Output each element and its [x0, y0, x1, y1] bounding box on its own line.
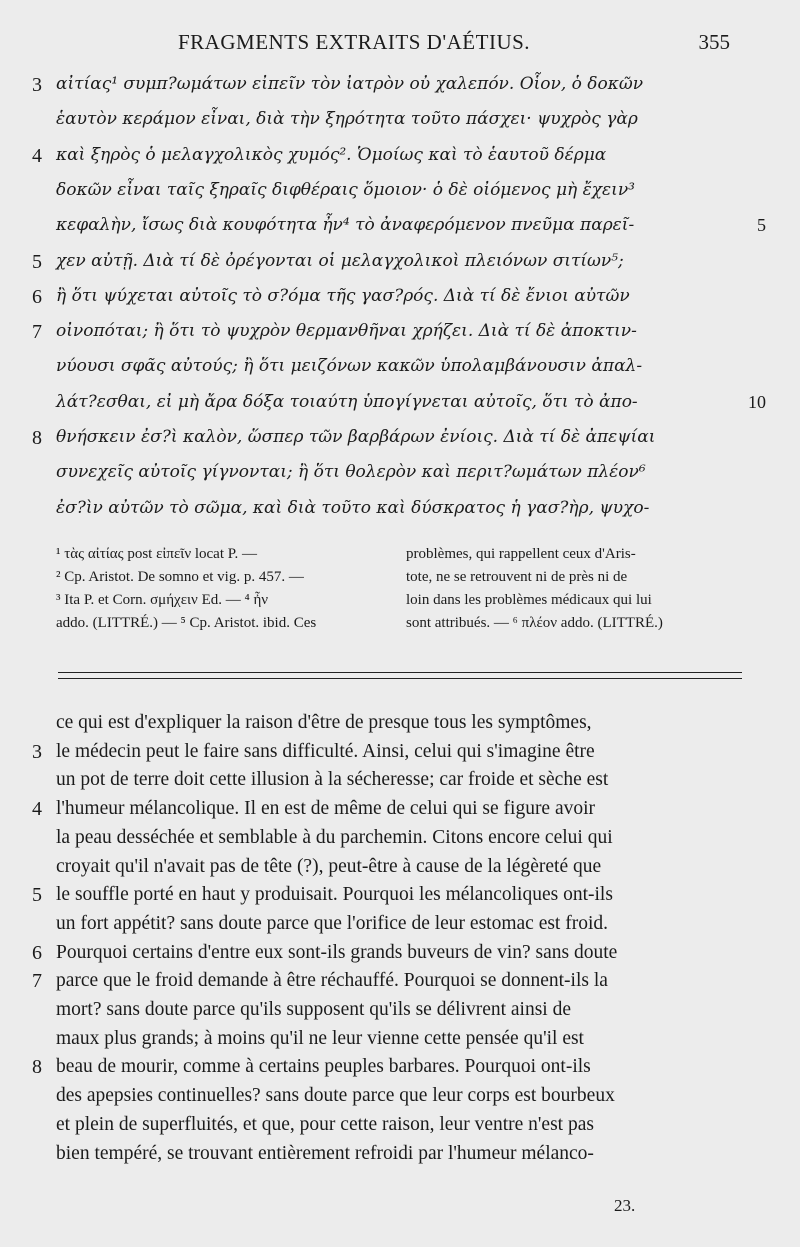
french-line	[0, 798, 800, 828]
french-line	[0, 999, 800, 1029]
line-text: ἐσ?ὶν αὐτῶν τὸ σῶμα, καὶ διὰ τοῦτο καὶ δύσκρατος ἡ γασ?ὴρ, ψυχο-	[56, 497, 650, 518]
greek-line	[0, 427, 800, 457]
line-marker-number: 7	[32, 321, 42, 344]
line-marker-number: 8	[32, 427, 42, 449]
line-text: croyait qu'il n'avait pas de tête (?), peut-être à cause de la légèreté que	[56, 855, 602, 877]
section-divider-bottom	[58, 678, 742, 679]
line-marker-number: 5	[32, 250, 42, 273]
line-text: ἢ ὅτι ψύχεται αὐτοῖς τὸ σ?όμα τῆς γασ?ρός. Διὰ τί δὲ ἔνιοι αὐτῶν	[56, 285, 630, 306]
footnote-line: sont attribués. — ⁶ πλέον addo. (LITTRÉ.)	[406, 615, 663, 631]
french-line	[0, 942, 800, 972]
french-line	[0, 769, 800, 799]
french-line	[0, 1085, 800, 1115]
line-text: συνεχεῖς αὐτοῖς γίγνονται; ἢ ὅτι θολερὸν καὶ περιτ?ωμάτων πλέον⁶	[56, 462, 646, 483]
line-text: καὶ ξηρὸς ὁ μελαγχολικὸς χυμός². Ὁμοίως καὶ τὸ ἑαυτοῦ δέρμα	[56, 144, 607, 165]
french-line	[0, 827, 800, 857]
running-title: FRAGMENTS EXTRAITS D'AÉTIUS.	[178, 30, 531, 54]
line-text: αἰτίας¹ συμπ?ωμάτων εἰπεῖν τὸν ἰατρὸν οὐ χαλεπόν. Οἷον, ὁ δοκῶν	[56, 74, 644, 94]
line-text: οἰνοπόται; ἢ ὅτι τὸ ψυχρὸν θερμανθῆναι χρήζει. Διὰ τί δὲ ἀποκτιν-	[56, 321, 637, 342]
line-text: un pot de terre doit cette illusion à la sécheresse; car froide et sèche est	[56, 769, 609, 791]
greek-line	[0, 145, 800, 175]
line-marker-number: 6	[32, 941, 42, 964]
line-text: λάτ?εσθαι, εἰ μὴ ἄρα δόξα τοιαύτη ὑπογίγνεται αὐτοῖς, ὅτι τὸ ἀπο-	[56, 391, 638, 412]
footnote-line: tote, ne se retrouvent ni de près ni de	[406, 569, 628, 585]
french-line	[0, 884, 800, 914]
line-text: l'humeur mélancolique. Il en est de même de celui qui se figure avoir	[56, 798, 596, 820]
french-line	[0, 970, 800, 1000]
line-marker-number: 8	[32, 1056, 42, 1079]
line-marker-number: 7	[32, 970, 42, 993]
footnotes-left-column	[56, 543, 396, 635]
footnote-line: ³ Ita P. et Corn. σμήχειν Ed. — ⁴ ἦν	[56, 592, 269, 608]
page-number: 355	[698, 30, 730, 54]
section-divider-top	[58, 672, 742, 673]
line-text: mort? sans doute parce qu'ils supposent qu'ils se délivrent ainsi de	[56, 999, 572, 1020]
french-line	[0, 913, 800, 943]
greek-line	[0, 392, 800, 422]
greek-line	[0, 356, 800, 386]
line-text: ce qui est d'expliquer la raison d'être de presque tous les symptômes,	[56, 712, 592, 733]
line-text: νύουσι σφᾶς αὐτούς; ἢ ὅτι μειζόνων κακῶν ὑπολαμβάνουσιν ἀπαλ-	[56, 356, 643, 377]
margin-line-count: 10	[748, 391, 766, 412]
line-text: des apepsies continuelles? sans doute parce que leur corps est bourbeux	[56, 1085, 615, 1107]
french-line	[0, 1056, 800, 1086]
greek-line	[0, 215, 800, 245]
french-line	[0, 741, 800, 771]
footnote-line: ¹ τὰς αἰτίας post εἰπεῖν locat P. —	[56, 546, 257, 562]
line-text: κεφαλὴν, ἴσως διὰ κουφότητα ἦν⁴ τὸ ἀναφερόμενον πνεῦμα παρεῖ-	[56, 215, 635, 236]
french-line	[0, 712, 800, 742]
greek-line	[0, 321, 800, 351]
line-text: maux plus grands; à moins qu'il ne leur vienne cette pensée qu'il est	[56, 1027, 584, 1049]
line-marker-number: 4	[32, 798, 42, 821]
french-line	[0, 856, 800, 886]
line-text: θνήσκειν ἐσ?ὶ καλὸν, ὥσπερ τῶν βαρβάρων ἐνίοις. Διὰ τί δὲ ἀπεψίαι	[56, 427, 656, 447]
greek-line	[0, 462, 800, 492]
line-marker-number: 4	[32, 144, 42, 167]
line-text: le médecin peut le faire sans difficulté. Ainsi, celui qui s'imagine être	[56, 740, 595, 762]
greek-line	[0, 74, 800, 104]
page-header	[0, 30, 800, 60]
margin-line-count: 5	[757, 215, 766, 236]
french-line	[0, 1028, 800, 1058]
french-line	[0, 1114, 800, 1144]
line-text: Pourquoi certains d'entre eux sont-ils grands buveurs de vin? sans doute	[56, 941, 618, 963]
line-text: le souffle porté en haut y produisait. Pourquoi les mélancoliques ont-ils	[56, 884, 613, 906]
line-marker-number: 6	[32, 285, 42, 308]
signature-mark: 23.	[614, 1196, 636, 1215]
footnote-line: addo. (LITTRÉ.) — ⁵ Cp. Aristot. ibid. Ces	[56, 615, 317, 631]
line-text: χεν αὐτῇ. Διὰ τί δὲ ὀρέγονται οἱ μελαγχολικοὶ πλειόνων σιτίων⁵;	[56, 250, 624, 271]
greek-line	[0, 180, 800, 210]
line-text: ἑαυτὸν κεράμον εἶναι, διὰ τὴν ξηρότητα τοῦτο πάσχει· ψυχρὸς γὰρ	[56, 109, 638, 130]
line-text: δοκῶν εἶναι ταῖς ξηραῖς διφθέραις ὅμοιον· ὁ δὲ οἰόμενος μὴ ἔχειν³	[56, 179, 635, 200]
line-marker-number: 3	[32, 740, 42, 763]
french-line	[0, 1143, 800, 1173]
footnote-line: ² Cp. Aristot. De somno et vig. p. 457. —	[56, 569, 304, 585]
greek-line	[0, 498, 800, 528]
line-text: parce que le froid demande à être réchauffé. Pourquoi se donnent-ils la	[56, 970, 608, 992]
line-text: bien tempéré, se trouvant entièrement refroidi par l'humeur mélanco-	[56, 1142, 594, 1164]
line-text: beau de mourir, comme à certains peuples barbares. Pourquoi ont-ils	[56, 1056, 591, 1078]
greek-line	[0, 109, 800, 139]
line-marker-number: 3	[32, 74, 42, 96]
line-text: un fort appétit? sans doute parce que l'orifice de leur estomac est froid.	[56, 912, 609, 934]
line-text: la peau desséchée et semblable à du parchemin. Citons encore celui qui	[56, 826, 613, 848]
greek-line	[0, 286, 800, 316]
greek-line	[0, 251, 800, 281]
footnote-line: loin dans les problèmes médicaux qui lui	[406, 592, 652, 608]
footnotes-right-column	[406, 543, 742, 635]
line-marker-number: 5	[32, 884, 42, 907]
footnote-line: problèmes, qui rappellent ceux d'Aris-	[406, 546, 636, 562]
line-text: et plein de superfluités, et que, pour cette raison, leur ventre n'est pas	[56, 1113, 594, 1135]
